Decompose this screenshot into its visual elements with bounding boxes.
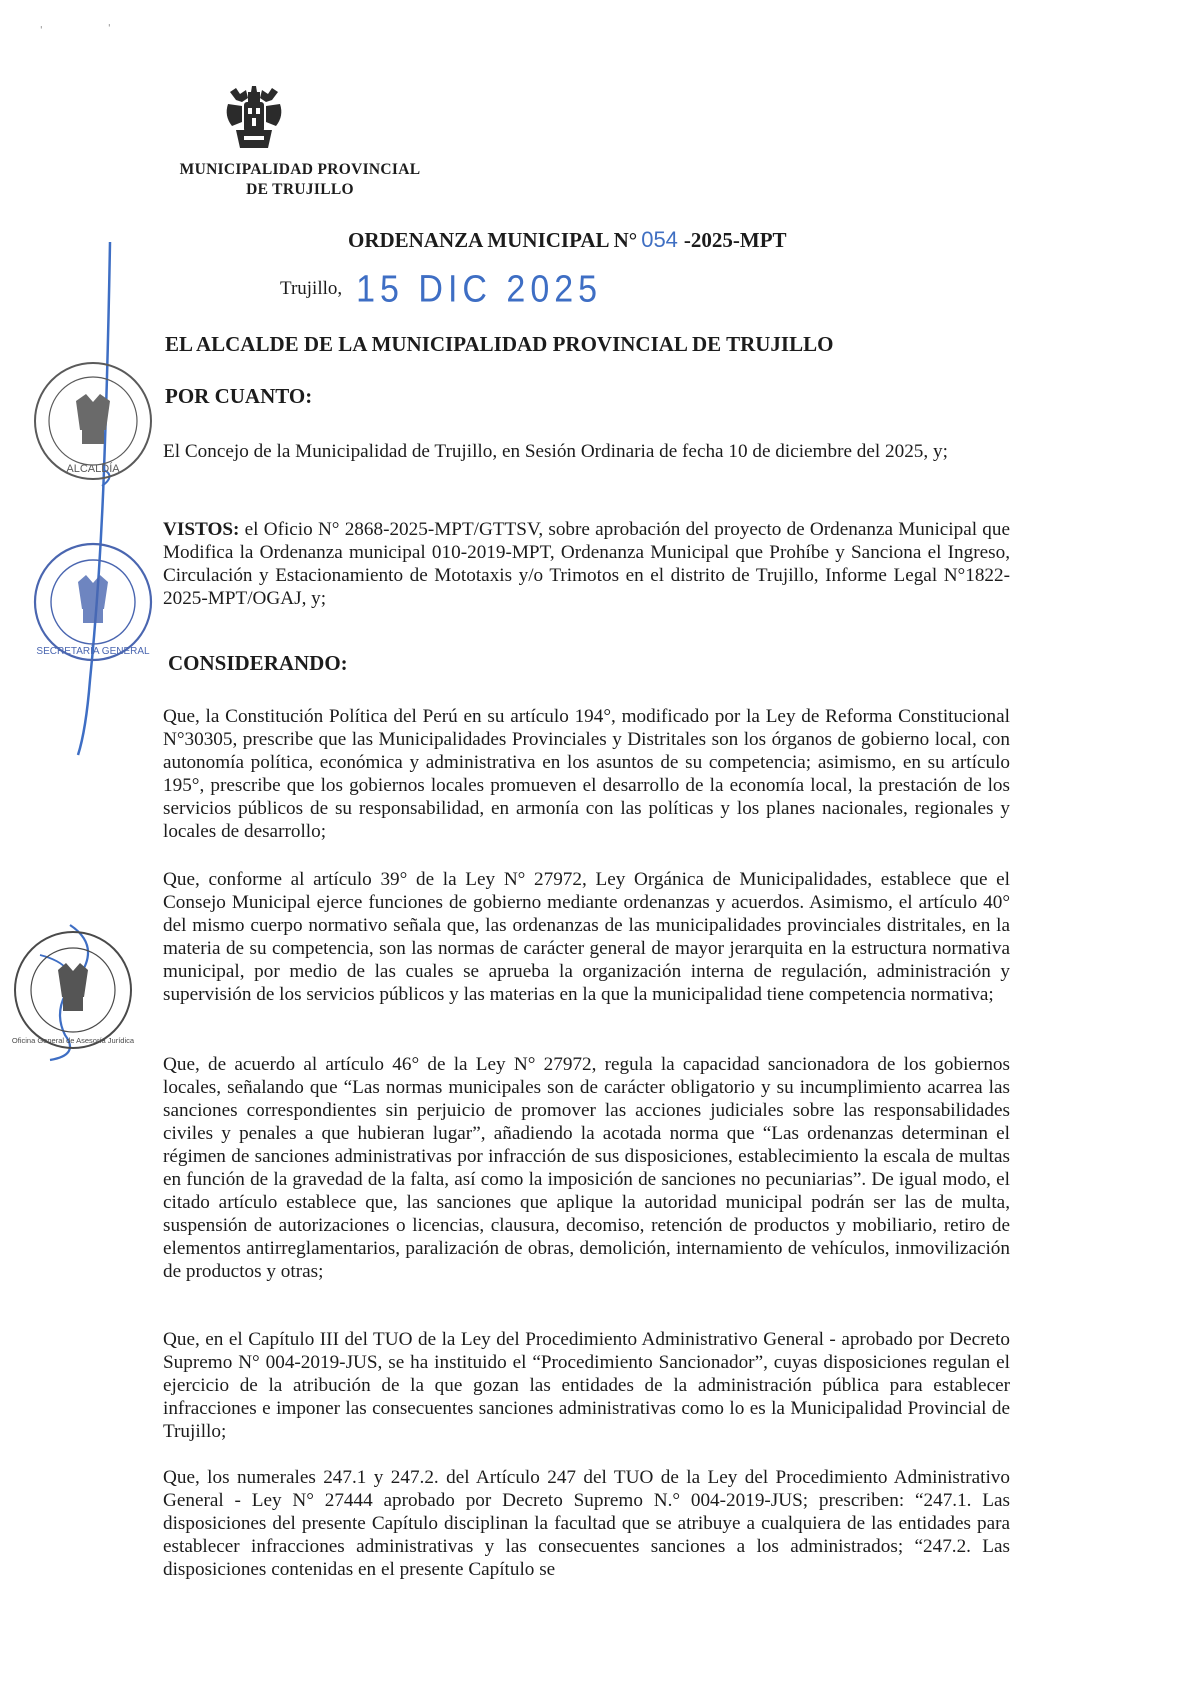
ordinance-number: 054 bbox=[641, 227, 678, 252]
alcaldia-seal bbox=[28, 356, 158, 486]
paragraph-vistos bbox=[163, 518, 1010, 610]
institution-line-1: MUNICIPALIDAD PROVINCIAL bbox=[179, 161, 421, 178]
paragraph-considerando-2: Que, conforme al artículo 39° de la Ley N° 27972, Ley Orgánica de Municipalidades, establece que el Consejo Municipal ejerce funciones de gobierno mediante ordenanzas y acuerdos. Asimismo, el artículo 40° del mismo cuerpo normativo señala que, las ordenanzas de las municipalidades provinciales distritales, en la materia de su competencia, son las normas de carácter general de mayor jerarquita en la estructura normativa municipal, por medio de las cuales se aprueba la organización interna de regulación, administración y supervisión de los servicios públicos y las materias en la que la municipalidad tiene competencia normativa; bbox=[163, 869, 1010, 1005]
seal-secretaria-label: SECRETARÍA GENERAL bbox=[36, 646, 150, 657]
paragraph-considerando-3: Que, de acuerdo al artículo 46° de la Ley N° 27972, regula la capacidad sancionadora de los gobiernos locales, señalando que “Las normas municipales son de carácter obligatorio y su incumplimiento acarrea las sanciones correspondientes sin perjuicio de promover las acciones judiciales sobre las responsabilidades civiles y penales a que hubieran lugar”, añadiendo la acotada norma que “Las ordenanzas determinan el régimen de sanciones administrativas por infracción de sus disposiciones, establecimiento la escala de multas en función de la gravedad de la falta, así como la imposición de sanciones no pecuniarias”. De igual modo, el citado artículo establece que, las sanciones que aplique la autoridad municipal podrán ser las de multa, suspensión de autorizaciones o licencias, clausura, decomiso, retención de productos y mobiliario, retiro de elementos antirreglamentarios, paralización de obras, demolición, internamiento de vehículos, inmovilización de productos y otras; bbox=[163, 1054, 1010, 1282]
coat-of-arms-logo bbox=[222, 86, 286, 154]
scan-mark: ' bbox=[40, 26, 43, 36]
ordinance-title-prefix: ORDENANZA MUNICIPAL N° bbox=[348, 228, 638, 252]
signature-stroke bbox=[60, 240, 120, 760]
institution-name bbox=[165, 160, 435, 200]
seal-asesoria-label: Oficina General de Asesoría Jurídica bbox=[11, 1036, 135, 1045]
paragraph-considerando-4: Que, en el Capítulo III del TUO de la Ley del Procedimiento Administrativo General - aprobado por Decreto Supremo N° 004-2019-JUS, se ha instituido el “Procedimiento Sancionador”, cuyas disposiciones regulan el ejercicio de la atribución de la que gozan las entidades de la administración pública para establecer infracciones e imponer las consecuentes sanciones administrativas como lo es la Municipalidad Provincial de Trujillo; bbox=[163, 1329, 1010, 1442]
date-line bbox=[280, 267, 603, 311]
date-stamp: 15 DIC 2025 bbox=[356, 267, 603, 311]
paragraph-considerando-1: Que, la Constitución Política del Perú en su artículo 194°, modificado por la Ley de Reforma Constitucional N°30305, prescribe que las Municipalidades Provinciales y Distritales son los órganos de gobierno local, con autonomía política, económica y administrativa en los asuntos de su competencia; asimismo, en su artículo 195°, prescribe que los gobiernos locales promueven el desarrollo de la economía local, la prestación de los servicios públicos de su responsabilidad, en armonía con las políticas y los planes nacionales, regionales y locales de desarrollo; bbox=[163, 706, 1010, 842]
heading-alcalde: EL ALCALDE DE LA MUNICIPALIDAD PROVINCIAL DE TRUJILLO bbox=[165, 332, 834, 356]
ordinance-title-suffix: -2025-MPT bbox=[683, 228, 787, 252]
institution-line-2: DE TRUJILLO bbox=[246, 181, 354, 198]
vistos-label: VISTOS: bbox=[163, 519, 240, 540]
asesoria-juridica-seal bbox=[8, 925, 138, 1055]
vistos-text: el Oficio N° 2868-2025-MPT/GTTSV, sobre aprobación del proyecto de Ordenanza Municipal que Modifica la Ordenanza municipal 010-2019-MPT, Ordenanza Municipal que Prohíbe y Sanciona el Ingreso, Circulación y Estacionamiento de Mototaxis y/o Trimotos en el distrito de Trujillo, Informe Legal N°1822-2025-MPT/OGAJ, y; bbox=[163, 519, 1011, 609]
heading-considerando: CONSIDERANDO: bbox=[168, 651, 348, 675]
ordinance-title bbox=[348, 227, 787, 253]
heading-por-cuanto: POR CUANTO: bbox=[165, 384, 313, 408]
seal-alcaldia-label: ALCALDÍA bbox=[66, 463, 120, 475]
scan-mark: ' bbox=[108, 24, 111, 34]
paragraph-considerando-5: Que, los numerales 247.1 y 247.2. del Artículo 247 del TUO de la Ley del Procedimiento Administrativo General - Ley N° 27444 aprobado por Decreto Supremo N.° 004-2019-JUS; prescriben: “247.1. Las disposiciones del presente Capítulo disciplinan la facultad que se atribuye a cualquiera de las entidades para establecer infracciones administrativas y las consecuentes sanciones a los administrados; “247.2. Las disposiciones contenidas en el presente Capítulo se bbox=[163, 1467, 1010, 1580]
place-label: Trujillo, bbox=[280, 278, 343, 299]
secretaria-general-seal bbox=[28, 537, 158, 667]
paragraph-concejo: El Concejo de la Municipalidad de Trujillo, en Sesión Ordinaria de fecha 10 de diciembre del 2025, y; bbox=[163, 441, 948, 462]
